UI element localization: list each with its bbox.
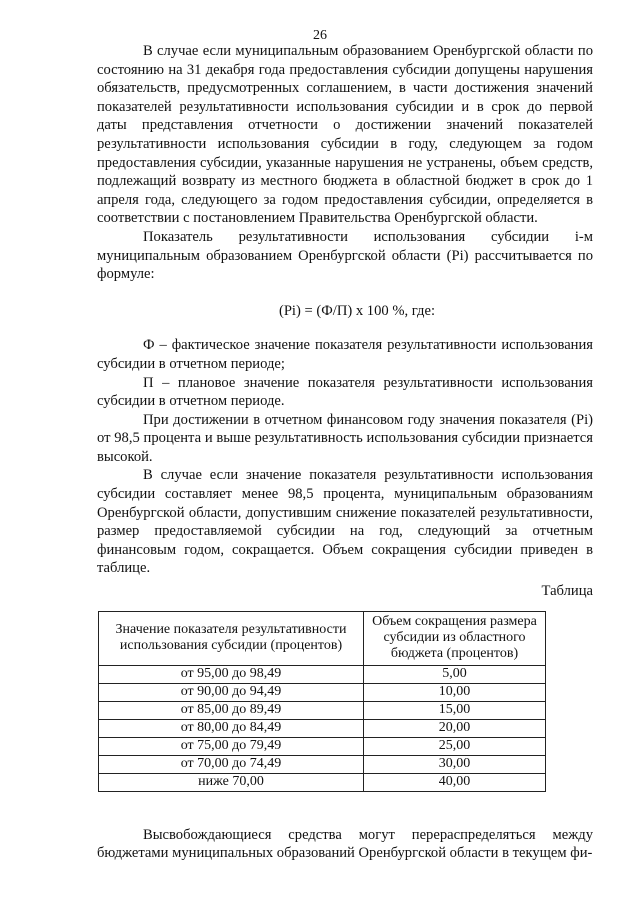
- formula: (Pi) = (Ф/П) x 100 %, где:: [278, 302, 436, 319]
- table-cell-reduction: 25,00: [364, 737, 546, 755]
- paragraph-reduction-rule: В случае если значение показателя результативности использования субсидии составляет менее 98,5 процента, муниципальным образованиям Оренбургской области, допустившим снижение показателей результативности, размер предоставляемой субсидии на год, следующий за отчетным финансовым годом, сокращается. Объем сокращения субсидии приведен в таблице.: [97, 467, 593, 577]
- table-cell-range: от 75,00 до 79,49: [99, 737, 364, 755]
- table-caption: Таблица: [541, 583, 593, 600]
- table-row: [99, 755, 546, 773]
- table-row: [99, 719, 546, 737]
- table-cell-range: от 95,00 до 98,49: [99, 665, 364, 683]
- table-cell-reduction: 40,00: [364, 773, 546, 791]
- table-cell-range: от 90,00 до 94,49: [99, 683, 364, 701]
- table-cell-reduction: 20,00: [364, 719, 546, 737]
- paragraph-refund-rule: В случае если муниципальным образованием Оренбургской области по состоянию на 31 декабря года предоставления субсидии допущены нарушения обязательств, предусмотренных соглашением, в части достижения значений показателей результативности использования субсидии и в срок до первой даты представления отчетности о достижении значений показателей результативности использования субсидии в году, следующем за годом предоставления субсидии, указанные нарушения не устранены, объем средств, подлежащий возврату из местного бюджета в областной бюджет в срок до 1 апреля года, следующего за годом предоставления субсидии, определяется в соответствии с постановлением Правительства Оренбургской области.: [97, 43, 593, 227]
- table-row: [99, 701, 546, 719]
- table-header-indicator: Значение показателя результативности использования субсидии (процентов): [99, 611, 364, 665]
- table-cell-reduction: 10,00: [364, 683, 546, 701]
- table-row: [99, 683, 546, 701]
- table-cell-reduction: 30,00: [364, 755, 546, 773]
- paragraph-definition-plan: П – плановое значение показателя результативности использования субсидии в отчетном периоде.: [97, 374, 593, 410]
- page-number: 26: [313, 28, 327, 43]
- table-header-reduction: Объем сокращения размера субсидии из областного бюджета (процентов): [364, 611, 546, 665]
- table-cell-reduction: 15,00: [364, 701, 546, 719]
- paragraph-funds-redistribution: Высвобождающиеся средства могут перераспределяться между бюджетами муниципальных образований Оренбургской области в текущем фи-: [97, 826, 593, 862]
- paragraph-indicator-intro: Показатель результативности использования субсидии i-м муниципальным образованием Оренбургской области (Pi) рассчитывается по формуле:: [97, 228, 593, 283]
- paragraph-definition-fact: Ф – фактическое значение показателя результативности использования субсидии в отчетном периоде;: [97, 337, 593, 372]
- table-cell-range: ниже 70,00: [99, 773, 364, 791]
- table-row: [99, 665, 546, 683]
- table-cell-range: от 85,00 до 89,49: [99, 701, 364, 719]
- table-cell-range: от 80,00 до 84,49: [99, 719, 364, 737]
- paragraph-high-efficiency: При достижении в отчетном финансовом году значения показателя (Pi) от 98,5 процента и выше результативность использования субсидии признается высокой.: [97, 411, 593, 465]
- table-cell-range: от 70,00 до 74,49: [99, 755, 364, 773]
- table-row: [99, 773, 546, 791]
- table-row: [99, 737, 546, 755]
- document-body: [97, 42, 593, 863]
- table-cell-reduction: 5,00: [364, 665, 546, 683]
- reduction-table: [98, 611, 546, 792]
- table-header-row: [99, 611, 546, 665]
